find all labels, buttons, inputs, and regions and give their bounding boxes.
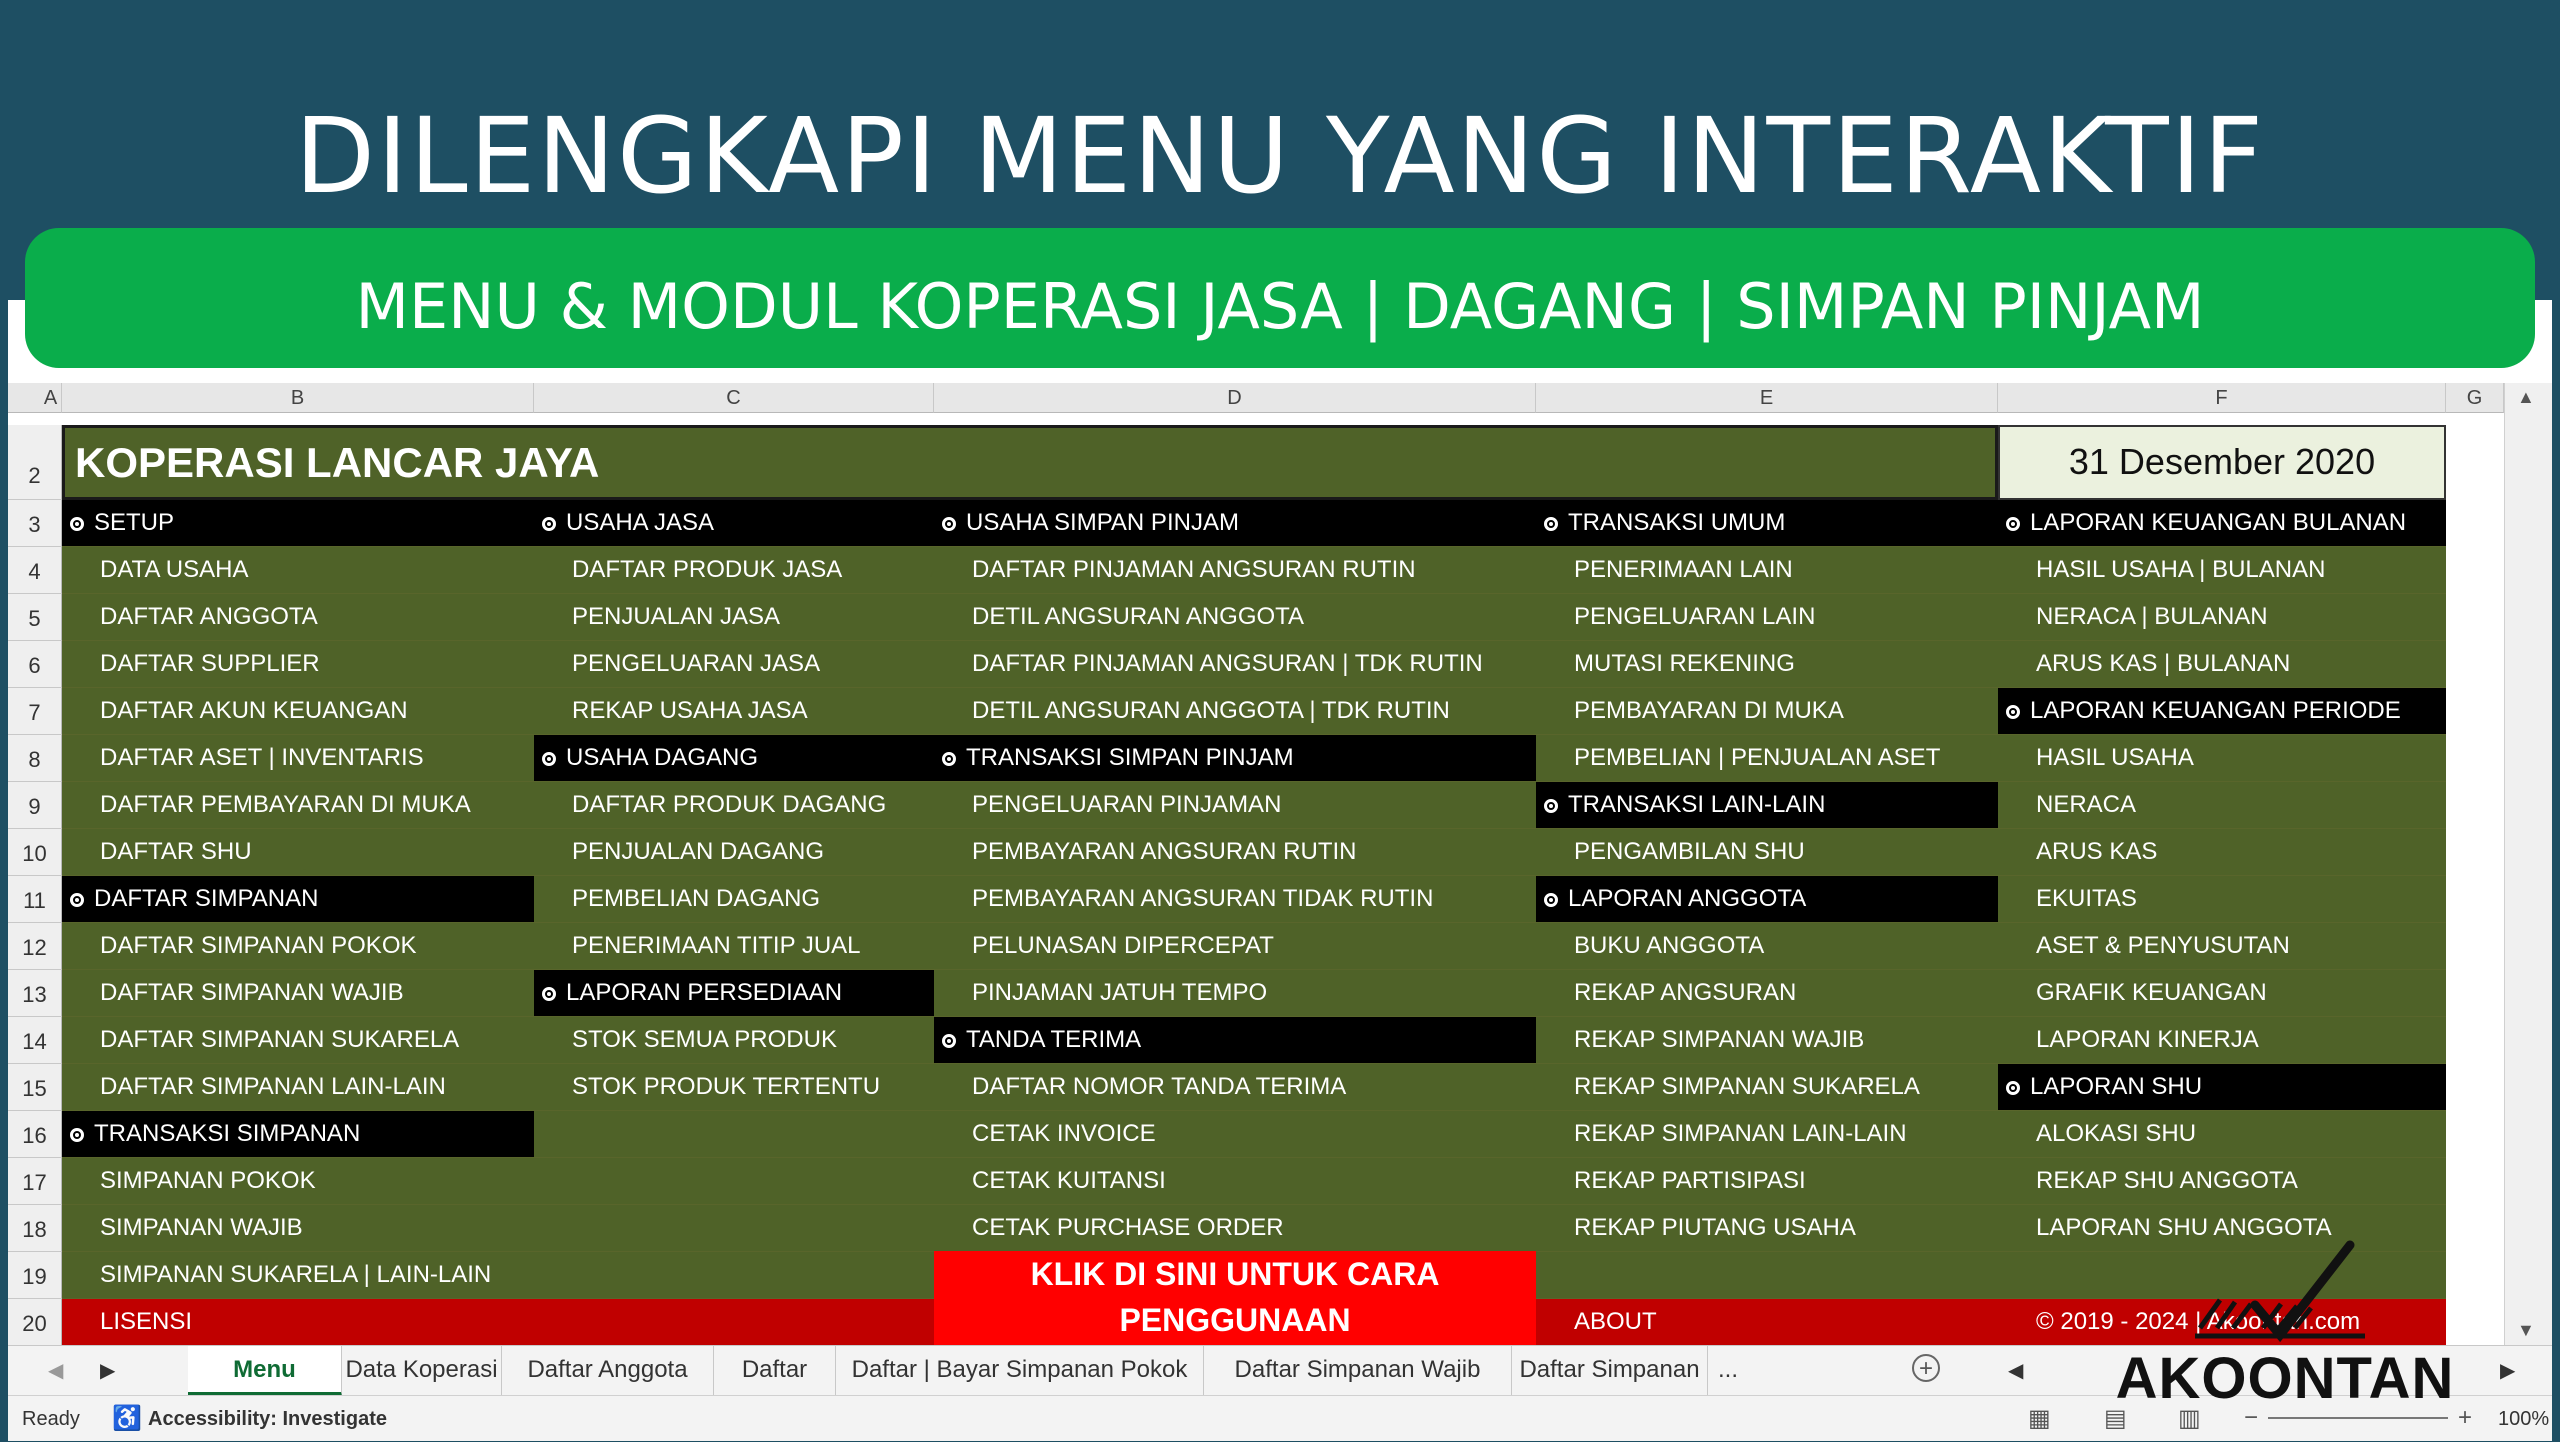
add-sheet-icon[interactable]: + [1912, 1354, 1940, 1382]
radio-bullet-icon [942, 1034, 956, 1048]
menu-label: PENGELUARAN JASA [572, 650, 821, 677]
menu-label: CETAK INVOICE [972, 1120, 1156, 1147]
radio-bullet-icon [542, 517, 556, 531]
row-header-7[interactable]: 7 [8, 688, 62, 735]
menu-section-header[interactable] [1536, 500, 1998, 547]
row-header-15[interactable]: 15 [8, 1064, 62, 1111]
menu-label: DAFTAR ASET | INVENTARIS [100, 744, 424, 771]
menu-item[interactable] [1536, 641, 1998, 688]
logo-text: AKOONTAN [2115, 1346, 2455, 1411]
menu-label: USAHA SIMPAN PINJAM [966, 509, 1239, 536]
menu-item[interactable] [934, 923, 1536, 970]
menu-item[interactable] [1998, 876, 2446, 923]
menu-item[interactable] [1998, 970, 2446, 1017]
menu-section-header[interactable] [1998, 688, 2446, 735]
menu-item[interactable] [934, 970, 1536, 1017]
menu-item[interactable] [1536, 1299, 1998, 1346]
menu-label: TRANSAKSI LAIN-LAIN [1568, 791, 1826, 818]
menu-item[interactable] [62, 1064, 534, 1111]
menu-item[interactable] [1536, 829, 1998, 876]
menu-label: DAFTAR PINJAMAN ANGSURAN | TDK RUTIN [972, 650, 1483, 677]
menu-item[interactable] [62, 735, 534, 782]
menu-item [534, 1299, 934, 1346]
menu-label: PELUNASAN DIPERCEPAT [972, 932, 1274, 959]
menu-item[interactable] [934, 1064, 1536, 1111]
menu-item[interactable] [534, 1064, 934, 1111]
status-ready: Ready [22, 1408, 80, 1430]
row-header-16[interactable]: 16 [8, 1111, 62, 1158]
menu-label: ASET & PENYUSUTAN [2036, 932, 2290, 959]
zoom-level[interactable]: 100% [2498, 1408, 2550, 1430]
date-cell[interactable]: 31 Desember 2020 [1998, 425, 2446, 500]
col-header-b[interactable]: B [62, 383, 534, 413]
menu-section-header[interactable] [1536, 782, 1998, 829]
menu-label: REKAP ANGSURAN [1574, 979, 1797, 1006]
menu-item[interactable] [62, 594, 534, 641]
menu-section-header[interactable] [62, 1111, 534, 1158]
menu-label: DAFTAR NOMOR TANDA TERIMA [972, 1073, 1347, 1100]
menu-label: PENERIMAAN LAIN [1574, 556, 1793, 583]
menu-label: DAFTAR SIMPANAN [94, 885, 319, 912]
menu-label: DAFTAR SIMPANAN WAJIB [100, 979, 404, 1006]
menu-item[interactable] [1536, 1205, 1998, 1252]
menu-label: GRAFIK KEUANGAN [2036, 979, 2267, 1006]
menu-label: NERACA | BULANAN [2036, 603, 2268, 630]
menu-item[interactable] [1998, 829, 2446, 876]
menu-label: DAFTAR PRODUK DAGANG [572, 791, 887, 818]
menu-label: PEMBELIAN | PENJUALAN ASET [1574, 744, 1941, 771]
col-g-blank [2446, 413, 2504, 1345]
menu-item[interactable] [934, 1111, 1536, 1158]
menu-item[interactable] [62, 829, 534, 876]
menu-label: REKAP SIMPANAN LAIN-LAIN [1574, 1120, 1907, 1147]
radio-bullet-icon [1544, 893, 1558, 907]
menu-label: LAPORAN KEUANGAN PERIODE [2030, 697, 2401, 724]
row-header-12[interactable]: 12 [8, 923, 62, 970]
menu-label: LISENSI [100, 1308, 193, 1335]
menu-label: TRANSAKSI UMUM [1568, 509, 1786, 536]
menu-item[interactable] [62, 547, 534, 594]
menu-label: CETAK KUITANSI [972, 1167, 1166, 1194]
menu-section-header[interactable] [534, 500, 934, 547]
menu-item[interactable] [934, 1158, 1536, 1205]
menu-label: STOK PRODUK TERTENTU [572, 1073, 881, 1100]
radio-bullet-icon [942, 517, 956, 531]
menu-label: PENJUALAN JASA [572, 603, 781, 630]
menu-item[interactable] [1998, 1111, 2446, 1158]
radio-bullet-icon [70, 893, 84, 907]
menu-item[interactable] [1536, 735, 1998, 782]
menu-label: DETIL ANGSURAN ANGGOTA [972, 603, 1305, 630]
menu-section-header[interactable] [534, 970, 934, 1017]
radio-bullet-icon [542, 987, 556, 1001]
radio-bullet-icon [542, 752, 556, 766]
radio-bullet-icon [1544, 799, 1558, 813]
menu-item[interactable] [934, 829, 1536, 876]
menu-item[interactable] [62, 923, 534, 970]
menu-item[interactable] [534, 1017, 934, 1064]
menu-item[interactable] [534, 641, 934, 688]
menu-label: PEMBAYARAN ANGSURAN RUTIN [972, 838, 1357, 865]
menu-item[interactable] [1536, 688, 1998, 735]
menu-label: PENGAMBILAN SHU [1574, 838, 1805, 865]
menu-label: DETIL ANGSURAN ANGGOTA | TDK RUTIN [972, 697, 1450, 724]
menu-label: USAHA DAGANG [566, 744, 759, 771]
menu-item[interactable] [534, 876, 934, 923]
radio-bullet-icon [70, 1128, 84, 1142]
menu-label: MUTASI REKENING [1574, 650, 1795, 677]
row-header-20[interactable]: 20 [8, 1299, 62, 1346]
scroll-down-icon[interactable]: ▼ [2517, 1320, 2535, 1340]
radio-bullet-icon [2006, 517, 2020, 531]
menu-section-header[interactable] [1998, 1064, 2446, 1111]
row-header-8[interactable]: 8 [8, 735, 62, 782]
menu-label: DAFTAR AKUN KEUANGAN [100, 697, 408, 724]
menu-item[interactable] [1536, 1158, 1998, 1205]
menu-item[interactable] [1998, 1158, 2446, 1205]
menu-item[interactable] [1998, 594, 2446, 641]
scroll-up-icon[interactable]: ▲ [2517, 387, 2535, 407]
radio-bullet-icon [70, 517, 84, 531]
menu-label: TRANSAKSI SIMPANAN [94, 1120, 361, 1147]
menu-item[interactable] [1536, 1111, 1998, 1158]
subtitle-text: MENU & MODUL KOPERASI JASA | DAGANG | SIMPAN PINJAM [355, 270, 2205, 343]
menu-item[interactable] [934, 876, 1536, 923]
menu-label: PENGELUARAN PINJAMAN [972, 791, 1282, 818]
menu-label: LAPORAN SHU [2030, 1073, 2203, 1100]
menu-label: ARUS KAS [2036, 838, 2158, 865]
menu-item[interactable] [1998, 735, 2446, 782]
menu-item [1536, 1252, 1998, 1299]
menu-section-header[interactable] [934, 735, 1536, 782]
menu-item[interactable] [62, 688, 534, 735]
row-header-3[interactable]: 3 [8, 500, 62, 547]
menu-label: PEMBAYARAN ANGSURAN TIDAK RUTIN [972, 885, 1434, 912]
menu-section-header[interactable] [62, 876, 534, 923]
menu-item[interactable] [62, 1158, 534, 1205]
menu-item[interactable] [62, 782, 534, 829]
menu-item[interactable] [934, 547, 1536, 594]
sheet-tab[interactable]: Data Koperasi [342, 1346, 502, 1396]
menu-item[interactable] [534, 829, 934, 876]
menu-item[interactable] [1998, 547, 2446, 594]
menu-item [534, 1158, 934, 1205]
logo-checkmark-icon [2105, 1240, 2465, 1350]
menu-label: STOK SEMUA PRODUK [572, 1026, 837, 1053]
company-title-cell[interactable]: KOPERASI LANCAR JAYA [62, 425, 1998, 500]
menu-label: DAFTAR ANGGOTA [100, 603, 318, 630]
menu-label: REKAP PARTISIPASI [1574, 1167, 1806, 1194]
row-header-9[interactable]: 9 [8, 782, 62, 829]
menu-item[interactable] [1536, 1017, 1998, 1064]
col-header-d[interactable]: D [934, 383, 1536, 413]
sheet-tab[interactable]: Daftar Simpanan Wajib [1204, 1346, 1512, 1396]
row-header-13[interactable]: 13 [8, 970, 62, 1017]
menu-item[interactable] [934, 782, 1536, 829]
banner-title: DILENGKAPI MENU YANG INTERAKTIF [294, 95, 2266, 217]
menu-item [534, 1111, 934, 1158]
klik-line1: KLIK DI SINI UNTUK CARA [1030, 1256, 1440, 1292]
menu-label: EKUITAS [2036, 885, 2137, 912]
sheet-tab[interactable]: Daftar | Bayar Simpanan Pokok [836, 1346, 1204, 1396]
menu-label: ALOKASI SHU [2036, 1120, 2197, 1147]
col-header-e[interactable]: E [1536, 383, 1998, 413]
radio-bullet-icon [2006, 705, 2020, 719]
menu-label: © 2019 - 2024 | Akoontan.com [2036, 1308, 2361, 1335]
hscroll-right-icon[interactable]: ▶ [2500, 1360, 2516, 1382]
row-header-19[interactable]: 19 [8, 1252, 62, 1299]
menu-label: LAPORAN SHU ANGGOTA [2036, 1214, 2332, 1241]
klik-line2: PENGGUNAAN [1119, 1302, 1351, 1338]
row-header-17[interactable]: 17 [8, 1158, 62, 1205]
row-header-14[interactable]: 14 [8, 1017, 62, 1064]
row-header-10[interactable]: 10 [8, 829, 62, 876]
menu-label: DAFTAR PEMBAYARAN DI MUKA [100, 791, 471, 818]
menu-item[interactable] [1536, 547, 1998, 594]
menu-item[interactable] [1536, 1064, 1998, 1111]
hscroll-left-icon[interactable]: ◀ [2008, 1360, 2024, 1382]
menu-item[interactable] [534, 923, 934, 970]
subtitle-pill [25, 228, 2535, 368]
akoontan-logo [2105, 1240, 2465, 1411]
menu-item[interactable] [534, 782, 934, 829]
menu-label: REKAP PIUTANG USAHA [1574, 1214, 1856, 1241]
col-header-f[interactable]: F [1998, 383, 2446, 413]
menu-label: NERACA [2036, 791, 2137, 818]
menu-item [534, 1205, 934, 1252]
menu-label: DAFTAR SIMPANAN POKOK [100, 932, 417, 959]
page-layout-icon[interactable]: ▤ [2104, 1405, 2127, 1432]
menu-item[interactable] [62, 1205, 534, 1252]
menu-label: DATA USAHA [100, 556, 249, 583]
menu-section-header[interactable] [1998, 500, 2446, 547]
menu-label: REKAP SHU ANGGOTA [2036, 1167, 2298, 1194]
menu-label: LAPORAN KEUANGAN BULANAN [2030, 509, 2407, 536]
menu-item [534, 1252, 934, 1299]
col-header-c[interactable]: C [534, 383, 934, 413]
menu-label: DAFTAR SUPPLIER [100, 650, 320, 677]
menu-label: PENERIMAAN TITIP JUAL [572, 932, 861, 959]
row-header-4[interactable]: 4 [8, 547, 62, 594]
sheet-tab[interactable]: Daftar Simpanan [1512, 1346, 1708, 1396]
radio-bullet-icon [1544, 517, 1558, 531]
menu-label: DAFTAR SHU [100, 838, 252, 865]
tab-menu[interactable]: Menu [188, 1346, 342, 1396]
accessibility-icon[interactable]: ♿ [112, 1405, 142, 1432]
menu-label: PENGELUARAN LAIN [1574, 603, 1816, 630]
menu-label: SIMPANAN SUKARELA | LAIN-LAIN [100, 1261, 492, 1288]
row-header-2[interactable]: 2 [8, 425, 62, 500]
menu-item[interactable] [62, 1017, 534, 1064]
menu-label: ARUS KAS | BULANAN [2036, 650, 2291, 677]
menu-label: DAFTAR SIMPANAN LAIN-LAIN [100, 1073, 446, 1100]
sheet-tab[interactable]: Daftar Anggota [502, 1346, 714, 1396]
col-header-g[interactable]: G [2446, 383, 2504, 413]
klik-help-button[interactable] [934, 1251, 1536, 1345]
menu-item[interactable] [534, 594, 934, 641]
menu-label: ABOUT [1574, 1308, 1657, 1335]
menu-item[interactable] [1536, 923, 1998, 970]
zoom-slider[interactable] [2268, 1417, 2448, 1419]
menu-section-header[interactable] [62, 500, 534, 547]
menu-label: CETAK PURCHASE ORDER [972, 1214, 1284, 1241]
menu-label: PEMBAYARAN DI MUKA [1574, 697, 1844, 724]
menu-item[interactable] [1536, 970, 1998, 1017]
menu-section-header[interactable] [934, 1017, 1536, 1064]
menu-label: LAPORAN PERSEDIAAN [566, 979, 843, 1006]
menu-item[interactable] [1536, 594, 1998, 641]
menu-item[interactable] [1998, 1017, 2446, 1064]
menu-label: SETUP [94, 509, 175, 536]
menu-item[interactable] [62, 1299, 534, 1346]
menu-label: PEMBELIAN DAGANG [572, 885, 821, 912]
radio-bullet-icon [942, 752, 956, 766]
menu-label: PINJAMAN JATUH TEMPO [972, 979, 1268, 1006]
menu-label: SIMPANAN POKOK [100, 1167, 316, 1194]
menu-label: HASIL USAHA [2036, 744, 2194, 771]
menu-item[interactable] [934, 688, 1536, 735]
menu-label: REKAP SIMPANAN WAJIB [1574, 1026, 1865, 1053]
zoom-out-icon[interactable]: − [2244, 1404, 2259, 1431]
menu-item[interactable] [1998, 923, 2446, 970]
menu-item[interactable] [62, 970, 534, 1017]
menu-section-header[interactable] [534, 735, 934, 782]
menu-label: LAPORAN KINERJA [2036, 1026, 2259, 1053]
tab-prev-icon[interactable]: ◀ [48, 1360, 64, 1382]
menu-item[interactable] [934, 594, 1536, 641]
row-header-18[interactable]: 18 [8, 1205, 62, 1252]
menu-item[interactable] [1998, 641, 2446, 688]
menu-label: LAPORAN ANGGOTA [1568, 885, 1807, 912]
tab-next-icon[interactable]: ▶ [100, 1360, 116, 1382]
col-header-a[interactable]: A [40, 383, 62, 413]
menu-item[interactable] [534, 547, 934, 594]
menu-label: DAFTAR PINJAMAN ANGSURAN RUTIN [972, 556, 1416, 583]
menu-label: DAFTAR SIMPANAN SUKARELA [100, 1026, 460, 1053]
radio-bullet-icon [2006, 1081, 2020, 1095]
menu-label: TRANSAKSI SIMPAN PINJAM [966, 744, 1294, 771]
page-break-icon[interactable]: ▥ [2178, 1405, 2201, 1432]
menu-label: REKAP SIMPANAN SUKARELA [1574, 1073, 1920, 1100]
menu-item[interactable] [534, 688, 934, 735]
menu-item[interactable] [934, 641, 1536, 688]
menu-section-header[interactable] [934, 500, 1536, 547]
status-accessibility[interactable]: Accessibility: Investigate [148, 1408, 387, 1430]
menu-label: TANDA TERIMA [966, 1026, 1142, 1053]
menu-label: REKAP USAHA JASA [572, 697, 808, 724]
menu-item[interactable] [62, 1252, 534, 1299]
row-header-5[interactable]: 5 [8, 594, 62, 641]
menu-label: USAHA JASA [566, 509, 715, 536]
row-header-11[interactable]: 11 [8, 876, 62, 923]
sheet-tab[interactable]: Daftar [714, 1346, 836, 1396]
menu-item[interactable] [934, 1205, 1536, 1252]
menu-label: HASIL USAHA | BULANAN [2036, 556, 2326, 583]
normal-view-icon[interactable]: ▦ [2028, 1405, 2051, 1432]
menu-label: BUKU ANGGOTA [1574, 932, 1765, 959]
zoom-in-icon[interactable]: + [2458, 1404, 2473, 1431]
menu-label: PENJUALAN DAGANG [572, 838, 825, 865]
menu-item[interactable] [1998, 782, 2446, 829]
sheet-tab[interactable]: ... [1717, 1356, 1738, 1383]
row-header-6[interactable]: 6 [8, 641, 62, 688]
vertical-scrollbar[interactable] [2504, 383, 2552, 1345]
menu-item[interactable] [62, 641, 534, 688]
menu-section-header[interactable] [1536, 876, 1998, 923]
menu-label: DAFTAR PRODUK JASA [572, 556, 843, 583]
menu-label: SIMPANAN WAJIB [100, 1214, 303, 1241]
